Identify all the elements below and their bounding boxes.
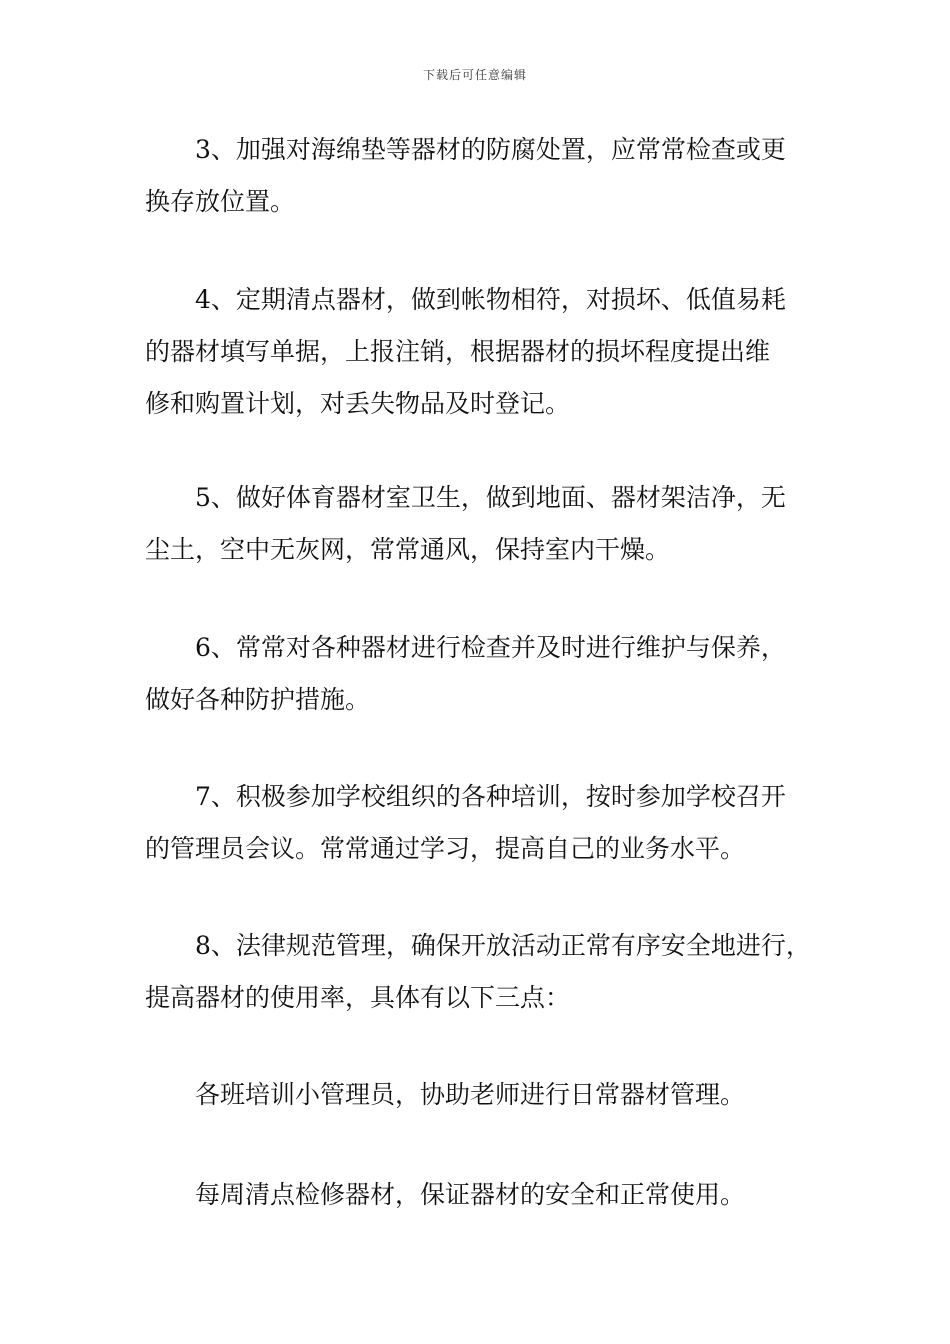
paragraph-line: 各班培训小管理员，协助老师进行日常器材管理。 [195, 1080, 746, 1109]
paragraph-6 [145, 622, 815, 726]
paragraph-line: 7、积极参加学校组织的各种培训，按时参加学校召开 [195, 782, 786, 811]
paragraph-7 [145, 771, 815, 875]
page-header: 下载后可任意编辑 [422, 68, 527, 82]
paragraph-line: 8、法律规范管理，确保开放活动正常有序安全地进行， [195, 931, 811, 960]
paragraph-line: 换存放位置。 [145, 187, 296, 216]
paragraph-line: 6、常常对各种器材进行检查并及时进行维护与保养， [195, 633, 786, 662]
paragraph-point-1 [145, 1069, 815, 1121]
paragraph-line: 每周清点检修器材，保证器材的安全和正常使用。 [195, 1180, 746, 1209]
paragraph-line: 提高器材的使用率，具体有以下三点： [145, 983, 571, 1012]
paragraph-line: 的器材填写单据，上报注销，根据器材的损坏程度提出维 [145, 337, 771, 366]
paragraph-4 [145, 274, 815, 430]
paragraph-line: 4、定期清点器材，做到帐物相符，对损坏、低值易耗 [195, 285, 786, 314]
paragraph-5 [145, 472, 815, 576]
paragraph-8 [145, 920, 815, 1024]
paragraph-line: 3、加强对海绵垫等器材的防腐处置，应常常检查或更 [195, 135, 786, 164]
paragraph-line: 做好各种防护措施。 [145, 685, 371, 714]
paragraph-line: 修和购置计划，对丢失物品及时登记。 [145, 389, 571, 418]
paragraph-line: 5、做好体育器材室卫生，做到地面、器材架洁净，无 [195, 483, 786, 512]
paragraph-line: 的管理员会议。常常通过学习，提高自己的业务水平。 [145, 834, 746, 863]
paragraph-3 [145, 124, 815, 228]
paragraph-point-2 [145, 1169, 815, 1221]
paragraph-line: 尘土，空中无灰网，常常通风，保持室内干燥。 [145, 535, 671, 564]
